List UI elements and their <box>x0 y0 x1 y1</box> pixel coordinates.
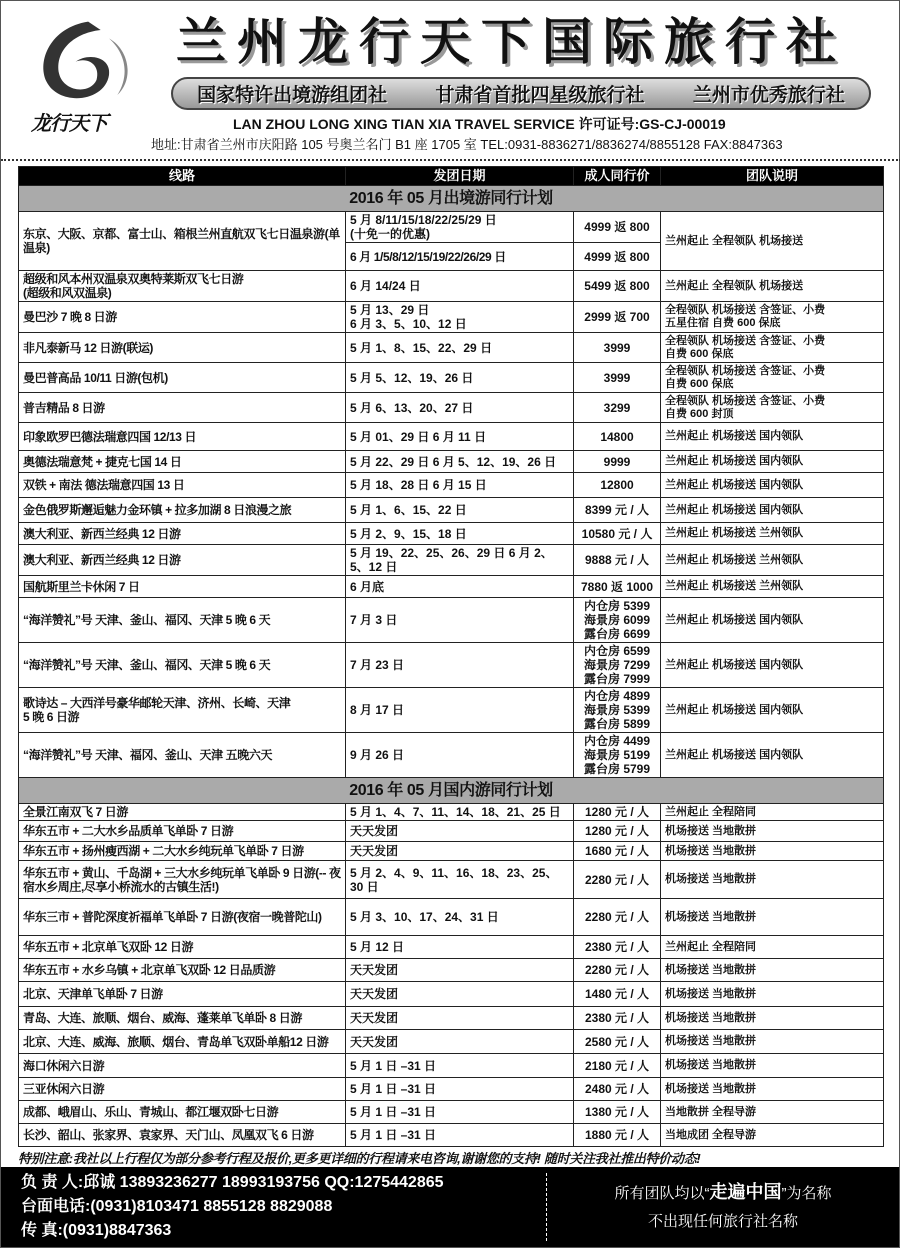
table-row <box>19 804 884 821</box>
price-cell: 1280 元 / 人 <box>574 804 661 821</box>
route-cell: 青岛、大连、旅顺、烟台、威海、蓬莱单飞单卧 8 日游 <box>19 1007 346 1030</box>
table-row <box>19 643 884 688</box>
price-cell: 4999 返 800 <box>574 243 661 271</box>
price-cell: 2280 元 / 人 <box>574 861 661 899</box>
note-cell: 机场接送 当地散拼 <box>661 1054 884 1078</box>
route-cell: 华东五市 + 二大水乡品质单飞单卧 7 日游 <box>19 821 346 842</box>
note-cell: 机场接送 当地散拼 <box>661 899 884 936</box>
brand-note: 所有团队均以“ <box>614 1185 710 1202</box>
price-cell: 2280 元 / 人 <box>574 959 661 982</box>
price-cell: 2180 元 / 人 <box>574 1054 661 1078</box>
date-cell: 5 月 1 日 –31 日 <box>346 1054 574 1078</box>
date-cell: 5 月 2、4、9、11、16、18、23、25、30 日 <box>346 861 574 899</box>
price-cell: 3999 <box>574 333 661 363</box>
special-notice: 特别注意:我社以上行程仅为部分参考行程及报价,更多更详细的行程请来电咨询,谢谢您的支持! 随时关注我社推出特价动态! <box>18 1151 701 1166</box>
price-cell: 2999 返 700 <box>574 302 661 333</box>
brand-note-line2: 不出现任何旅行社名称 <box>647 1213 798 1230</box>
route-cell: 澳大利亚、新西兰经典 12 日游 <box>19 523 346 545</box>
table-row <box>19 1007 884 1030</box>
route-cell: 曼巴普高品 10/11 日游(包机) <box>19 363 346 393</box>
table-row <box>19 1054 884 1078</box>
price-cell: 内仓房 4499 海景房 5199 露台房 5799 <box>574 733 661 778</box>
price-cell: 7880 返 1000 <box>574 576 661 598</box>
route-cell: 北京、天津单飞单卧 7 日游 <box>19 982 346 1007</box>
note-cell: 机场接送 当地散拼 <box>661 821 884 842</box>
note-cell: 兰州起止 机场接送 国内领队 <box>661 498 884 523</box>
note-cell: 兰州起止 全程陪同 <box>661 936 884 959</box>
price-cell: 2580 元 / 人 <box>574 1030 661 1054</box>
table-row <box>19 982 884 1007</box>
table-row <box>19 598 884 643</box>
address-contact: 地址:甘肃省兰州市庆阳路 105 号奥兰名门 B1 座 1705 室 TEL:0931-8836271/8836274/8855128 FAX:8847363 <box>151 137 783 152</box>
table-row <box>19 1101 884 1124</box>
table-row <box>19 1078 884 1101</box>
route-cell: 全景江南双飞 7 日游 <box>19 804 346 821</box>
slogan: 甘肃省首批四星级旅行社 <box>435 85 645 106</box>
table-row <box>19 861 884 899</box>
route-cell: 奥德法瑞意梵 + 捷克七国 14 日 <box>19 451 346 473</box>
price-cell: 4999 返 800 <box>574 212 661 243</box>
price-cell: 14800 <box>574 423 661 451</box>
route-cell: “海洋赞礼”号 天津、釜山、福冈、天津 5 晚 6 天 <box>19 598 346 643</box>
note-cell: 兰州起止 全程领队 机场接送 <box>661 271 884 302</box>
note-cell: 兰州起止 机场接送 国内领队 <box>661 473 884 498</box>
price-cell: 1680 元 / 人 <box>574 842 661 861</box>
note-cell: 机场接送 当地散拼 <box>661 861 884 899</box>
note-cell: 全程领队 机场接送 含签证、小费 自费 600 封顶 <box>661 393 884 423</box>
note-cell: 兰州起止 机场接送 国内领队 <box>661 688 884 733</box>
logo-text: 龙行天下 <box>31 113 107 135</box>
date-cell: 6 月底 <box>346 576 574 598</box>
note-cell: 兰州起止 机场接送 兰州领队 <box>661 523 884 545</box>
table-row <box>19 1124 884 1147</box>
date-cell: 5 月 3、10、17、24、31 日 <box>346 899 574 936</box>
table-row <box>19 959 884 982</box>
table-row <box>19 523 884 545</box>
route-cell: 华东五市 + 扬州瘦西湖 + 二大水乡纯玩单飞单卧 7 日游 <box>19 842 346 861</box>
price-cell: 内仓房 5399 海景房 6099 露台房 6699 <box>574 598 661 643</box>
route-cell: 曼巴沙 7 晚 8 日游 <box>19 302 346 333</box>
route-cell: 长沙、韶山、张家界、袁家界、天门山、凤凰双飞 6 日游 <box>19 1124 346 1147</box>
route-cell: 北京、大连、威海、旅顺、烟台、青岛单飞双卧单船12 日游 <box>19 1030 346 1054</box>
route-cell: “海洋赞礼”号 天津、釜山、福冈、天津 5 晚 6 天 <box>19 643 346 688</box>
route-cell: 华东五市 + 黄山、千岛湖 + 三大水乡纯玩单飞单卧 9 日游(-- 夜宿水乡周庄,尽享小桥流水的古镇生活!) <box>19 861 346 899</box>
date-cell: 5 月 12 日 <box>346 936 574 959</box>
route-cell: 华东五市 + 北京单飞双卧 12 日游 <box>19 936 346 959</box>
note-cell: 当地散拼 全程导游 <box>661 1101 884 1124</box>
table-row <box>19 451 884 473</box>
table-row <box>19 498 884 523</box>
note-cell: 兰州起止 机场接送 国内领队 <box>661 423 884 451</box>
section-header <box>19 186 884 212</box>
price-cell: 1280 元 / 人 <box>574 821 661 842</box>
table-row <box>19 733 884 778</box>
date-cell: 5 月 13、29 日 6 月 3、5、10、12 日 <box>346 302 574 333</box>
note-cell: 兰州起止 机场接送 国内领队 <box>661 643 884 688</box>
date-cell: 9 月 26 日 <box>346 733 574 778</box>
route-cell: 三亚休闲六日游 <box>19 1078 346 1101</box>
section-header <box>19 778 884 804</box>
date-cell: 5 月 22、29 日 6 月 5、12、19、26 日 <box>346 451 574 473</box>
price-cell: 2380 元 / 人 <box>574 936 661 959</box>
date-cell: 天天发团 <box>346 1030 574 1054</box>
divider <box>1 159 900 161</box>
route-cell: 国航斯里兰卡休闲 7 日 <box>19 576 346 598</box>
date-cell: 5 月 1、4、7、11、14、18、21、25 日 <box>346 804 574 821</box>
date-cell: 5 月 19、22、25、26、29 日 6 月 2、5、12 日 <box>346 545 574 576</box>
date-cell: 7 月 23 日 <box>346 643 574 688</box>
table-row <box>19 212 884 243</box>
route-cell: 东京、大阪、京都、富士山、箱根兰州直航双飞七日温泉游(单温泉) <box>19 212 346 271</box>
table-row <box>19 363 884 393</box>
note-cell: 机场接送 当地散拼 <box>661 1030 884 1054</box>
date-cell: 天天发团 <box>346 1007 574 1030</box>
route-cell: 非凡泰新马 12 日游(联运) <box>19 333 346 363</box>
note-cell: 全程领队 机场接送 含签证、小费 自费 600 保底 <box>661 333 884 363</box>
note-cell: 机场接送 当地散拼 <box>661 982 884 1007</box>
table-row <box>19 393 884 423</box>
price-cell: 3299 <box>574 393 661 423</box>
price-cell: 1380 元 / 人 <box>574 1101 661 1124</box>
route-cell: 超级和风本州双温泉双奥特莱斯双飞七日游 (超级和风双温泉) <box>19 271 346 302</box>
slogan: 国家特许出境游组团社 <box>197 85 388 106</box>
note-cell: 兰州起止 机场接送 兰州领队 <box>661 576 884 598</box>
note-cell: 兰州起止 机场接送 国内领队 <box>661 733 884 778</box>
slogan: 兰州市优秀旅行社 <box>692 85 845 106</box>
route-cell: 澳大利亚、新西兰经典 12 日游 <box>19 545 346 576</box>
note-cell: 兰州起止 全程领队 机场接送 <box>661 212 884 271</box>
date-cell: 6 月 1/5/8/12/15/19/22/26/29 日 <box>346 243 574 271</box>
note-cell: 全程领队 机场接送 含签证、小费 自费 600 保底 <box>661 363 884 393</box>
date-cell: 5 月 1 日 –31 日 <box>346 1101 574 1124</box>
route-cell: 歌诗达 – 大西洋号豪华邮轮天津、济州、长崎、天津 5 晚 6 日游 <box>19 688 346 733</box>
note-cell: 机场接送 当地散拼 <box>661 842 884 861</box>
route-cell: 双铁 + 南法 德法瑞意四国 13 日 <box>19 473 346 498</box>
price-cell: 2280 元 / 人 <box>574 899 661 936</box>
note-cell: 当地成团 全程导游 <box>661 1124 884 1147</box>
route-cell: 印象欧罗巴德法瑞意四国 12/13 日 <box>19 423 346 451</box>
table-row <box>19 899 884 936</box>
table-row <box>19 333 884 363</box>
date-cell: 5 月 1、8、15、22、29 日 <box>346 333 574 363</box>
table-row <box>19 302 884 333</box>
date-cell: 6 月 14/24 日 <box>346 271 574 302</box>
brand-name: 走遍中国 <box>709 1182 782 1202</box>
table-row <box>19 423 884 451</box>
route-cell: “海洋赞礼”号 天津、福冈、釜山、天津 五晚六天 <box>19 733 346 778</box>
price-cell: 9999 <box>574 451 661 473</box>
footer <box>1 1167 899 1247</box>
date-cell: 7 月 3 日 <box>346 598 574 643</box>
english-name-license: LAN ZHOU LONG XING TIAN XIA TRAVEL SERVICE 许可证号:GS-CJ-00019 <box>233 116 726 132</box>
date-cell: 5 月 2、9、15、18 日 <box>346 523 574 545</box>
slogan-banner <box>171 77 871 110</box>
date-cell: 5 月 8/11/15/18/22/25/29 日 (十免一的优惠) <box>346 212 574 243</box>
note-cell: 兰州起止 机场接送 兰州领队 <box>661 545 884 576</box>
price-cell: 2380 元 / 人 <box>574 1007 661 1030</box>
route-cell: 成都、峨眉山、乐山、青城山、都江堰双卧七日游 <box>19 1101 346 1124</box>
contact-person: 负 责 人:邱诚 13893236277 18993193756 QQ:1275442865 <box>21 1174 444 1191</box>
column-header: 成人同行价 <box>574 167 661 186</box>
date-cell: 5 月 1 日 –31 日 <box>346 1078 574 1101</box>
note-cell: 机场接送 当地散拼 <box>661 1078 884 1101</box>
table-row <box>19 688 884 733</box>
section-title: 2016 年 05 月出境游同行计划 <box>19 186 884 212</box>
date-cell: 5 月 1 日 –31 日 <box>346 1124 574 1147</box>
section-title: 2016 年 05 月国内游同行计划 <box>19 778 884 804</box>
table-row <box>19 842 884 861</box>
date-cell: 5 月 18、28 日 6 月 15 日 <box>346 473 574 498</box>
date-cell: 天天发团 <box>346 982 574 1007</box>
price-cell: 5499 返 800 <box>574 271 661 302</box>
desk-phone: 台面电话:(0931)8103471 8855128 8829088 <box>21 1198 333 1215</box>
tour-table <box>18 166 884 1147</box>
note-cell: 全程领队 机场接送 含签证、小费 五星住宿 自费 600 保底 <box>661 302 884 333</box>
route-cell: 华东三市 + 普陀深度祈福单飞单卧 7 日游(夜宿一晚普陀山) <box>19 899 346 936</box>
price-cell: 1480 元 / 人 <box>574 982 661 1007</box>
price-cell: 3999 <box>574 363 661 393</box>
price-cell: 1880 元 / 人 <box>574 1124 661 1147</box>
date-cell: 天天发团 <box>346 842 574 861</box>
table-row <box>19 821 884 842</box>
date-cell: 5 月 6、13、20、27 日 <box>346 393 574 423</box>
fax: 传 真:(0931)8847363 <box>21 1222 172 1239</box>
note-cell: 兰州起止 全程陪同 <box>661 804 884 821</box>
price-cell: 2480 元 / 人 <box>574 1078 661 1101</box>
price-cell: 8399 元 / 人 <box>574 498 661 523</box>
date-cell: 5 月 5、12、19、26 日 <box>346 363 574 393</box>
route-cell: 华东五市 + 水乡乌镇 + 北京单飞双卧 12 日品质游 <box>19 959 346 982</box>
date-cell: 5 月 1、6、15、22 日 <box>346 498 574 523</box>
route-cell: 金色俄罗斯邂逅魅力金环镇 + 拉多加湖 8 日浪漫之旅 <box>19 498 346 523</box>
dragon-logo-icon <box>19 15 149 115</box>
route-cell: 海口休闲六日游 <box>19 1054 346 1078</box>
table-row <box>19 545 884 576</box>
main-content <box>18 166 883 1167</box>
date-cell: 5 月 01、29 日 6 月 11 日 <box>346 423 574 451</box>
date-cell: 天天发团 <box>346 821 574 842</box>
brand-note: ”为名称 <box>781 1185 832 1202</box>
price-cell: 内仓房 6599 海景房 7299 露台房 7999 <box>574 643 661 688</box>
price-cell: 12800 <box>574 473 661 498</box>
note-cell: 兰州起止 机场接送 国内领队 <box>661 451 884 473</box>
column-header: 发团日期 <box>346 167 574 186</box>
note-cell: 兰州起止 机场接送 国内领队 <box>661 598 884 643</box>
route-cell: 普吉精品 8 日游 <box>19 393 346 423</box>
table-row <box>19 1030 884 1054</box>
table-row <box>19 473 884 498</box>
agency-title: 兰州龙行天下国际旅行社 <box>176 14 847 70</box>
table-row <box>19 936 884 959</box>
note-cell: 机场接送 当地散拼 <box>661 959 884 982</box>
column-header: 线路 <box>19 167 346 186</box>
table-row <box>19 576 884 598</box>
date-cell: 天天发团 <box>346 959 574 982</box>
price-cell: 10580 元 / 人 <box>574 523 661 545</box>
column-header: 团队说明 <box>661 167 884 186</box>
table-row <box>19 271 884 302</box>
price-cell: 9888 元 / 人 <box>574 545 661 576</box>
price-cell: 内仓房 4899 海景房 5399 露台房 5899 <box>574 688 661 733</box>
date-cell: 8 月 17 日 <box>346 688 574 733</box>
note-cell: 机场接送 当地散拼 <box>661 1007 884 1030</box>
